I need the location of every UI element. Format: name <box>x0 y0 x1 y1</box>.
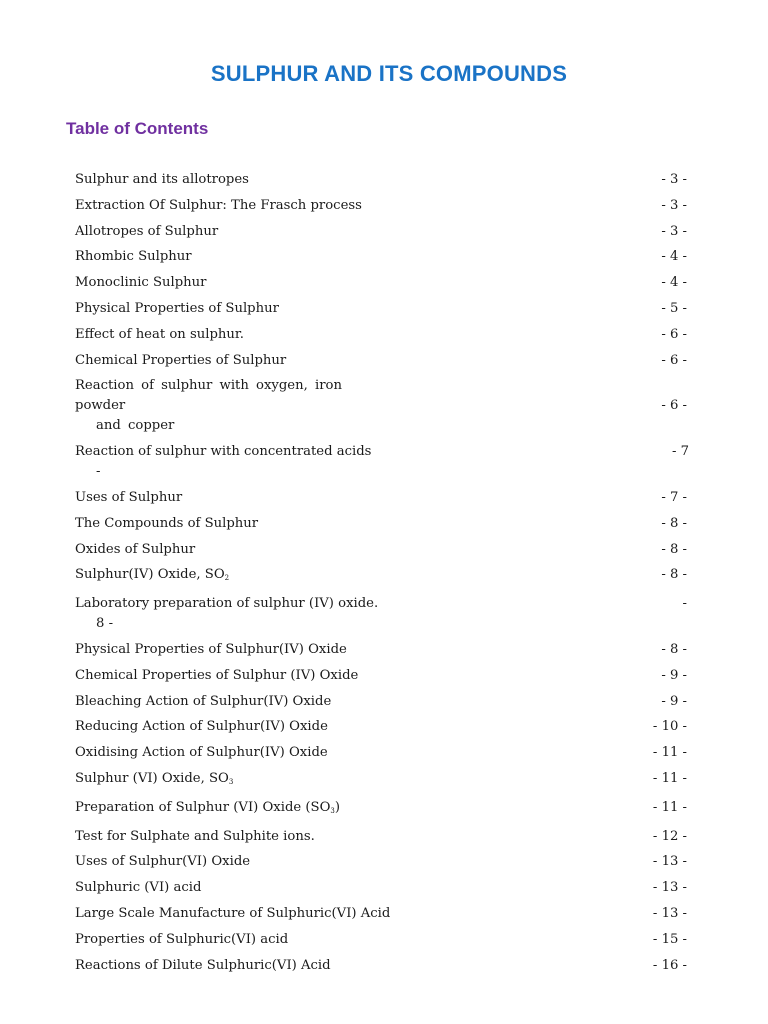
toc-entry[interactable] <box>75 878 687 898</box>
toc-entry-page: - 6 - <box>661 398 687 414</box>
toc-entry[interactable] <box>75 692 687 712</box>
toc-entry[interactable] <box>75 325 687 345</box>
toc-entry-label-subscript: 2 <box>224 574 230 583</box>
toc-entry[interactable] <box>75 488 687 508</box>
toc-entry-label: Sulphur and its allotropes <box>75 172 249 187</box>
toc-entry-label: Sulphuric (VI) acid <box>75 880 202 896</box>
toc-list <box>75 170 687 981</box>
toc-entry[interactable] <box>75 717 687 737</box>
toc-entry-label: Monoclinic Sulphur <box>75 275 207 291</box>
toc-entry-page: - 3 - <box>661 197 687 213</box>
toc-entry-label <box>75 565 687 588</box>
toc-entry-label: Physical Properties of Sulphur(IV) Oxide <box>75 641 347 657</box>
toc-entry-label: Extraction Of Sulphur: The Frasch process <box>75 197 362 213</box>
toc-entry-label: Chemical Properties of Sulphur <box>75 352 287 368</box>
toc-entry[interactable] <box>75 956 687 976</box>
toc-entry[interactable] <box>75 351 687 371</box>
toc-entry-label-text: Sulphur(IV) Oxide, SO <box>75 567 225 583</box>
toc-entry-label: Chemical Properties of Sulphur (IV) Oxide <box>75 667 359 683</box>
toc-entry-page: - 8 - <box>661 641 687 657</box>
toc-entry-page: - 11 - <box>652 770 687 786</box>
toc-entry-page: - 7 <box>671 444 689 460</box>
toc-entry-page: - 9 - <box>661 693 687 709</box>
toc-entry[interactable] <box>75 594 687 634</box>
toc-entry[interactable] <box>75 852 687 872</box>
toc-entry[interactable] <box>75 640 687 660</box>
toc-entry-label: Physical Properties of Sulphur <box>75 300 279 316</box>
document-title: SULPHUR AND ITS COMPOUNDS <box>210 61 568 86</box>
toc-entry-page: - 3 - <box>661 172 687 187</box>
toc-entry-page: - 7 - <box>661 489 687 505</box>
toc-entry-label: Reactions of Dilute Sulphuric(VI) Acid <box>75 957 331 973</box>
toc-entry-label-line1: Reaction of sulphur with oxygen, iron powder <box>75 378 342 414</box>
toc-entry-label-text: Sulphur (VI) Oxide, SO <box>75 770 229 786</box>
toc-entry[interactable] <box>75 565 687 588</box>
toc-entry-label: Reducing Action of Sulphur(IV) Oxide <box>75 719 328 735</box>
toc-entry[interactable] <box>75 769 687 792</box>
toc-entry-label: Uses of Sulphur(VI) Oxide <box>75 854 251 870</box>
toc-entry[interactable] <box>75 170 687 190</box>
toc-heading: Table of Contents <box>66 119 209 138</box>
toc-entry[interactable] <box>75 273 687 293</box>
toc-entry[interactable] <box>75 247 687 267</box>
toc-entry-page: - 13 - <box>652 905 687 921</box>
toc-entry-label-subscript: 3 <box>330 806 335 815</box>
toc-entry-label: Large Scale Manufacture of Sulphuric(VI) Acid <box>75 905 391 921</box>
toc-entry-label: Properties of Sulphuric(VI) acid <box>75 931 289 947</box>
toc-entry-page: - 13 - <box>652 854 687 870</box>
toc-entry[interactable] <box>75 514 687 534</box>
toc-entry-page: - 15 - <box>652 931 687 947</box>
toc-entry-page-tail: - <box>96 464 101 480</box>
toc-entry-label-line2: and copper <box>96 418 175 434</box>
toc-entry-page: - 8 - <box>661 567 687 583</box>
toc-entry-page: - 5 - <box>661 300 687 316</box>
toc-entry-page: - 10 - <box>652 719 687 735</box>
toc-entry-page: - 13 - <box>652 880 687 896</box>
toc-entry-label: Test for Sulphate and Sulphite ions. <box>75 828 315 844</box>
toc-entry-label <box>75 798 687 821</box>
toc-entry-page: - 12 - <box>652 828 687 844</box>
toc-entry[interactable] <box>75 540 687 560</box>
toc-entry-page: - 3 - <box>661 223 687 239</box>
toc-entry[interactable] <box>75 743 687 763</box>
toc-entry[interactable] <box>75 299 687 319</box>
toc-entry[interactable] <box>75 930 687 950</box>
toc-entry[interactable] <box>75 666 687 686</box>
toc-entry-label: Effect of heat on sulphur. <box>75 326 244 342</box>
toc-entry-label: Oxidising Action of Sulphur(IV) Oxide <box>75 745 328 761</box>
toc-entry[interactable] <box>75 376 687 436</box>
toc-entry-page: - 16 - <box>652 957 687 973</box>
toc-entry-page: - 4 - <box>661 275 687 291</box>
toc-entry[interactable] <box>75 196 687 216</box>
toc-entry-label: Laboratory preparation of sulphur (IV) oxide. <box>75 596 379 612</box>
toc-entry[interactable] <box>75 442 687 482</box>
toc-entry-page: - 8 - <box>661 515 687 531</box>
toc-entry[interactable] <box>75 798 687 821</box>
toc-entry-label <box>75 376 395 436</box>
toc-entry-label: Reaction of sulphur with concentrated acids <box>75 444 372 460</box>
toc-entry[interactable] <box>75 904 687 924</box>
toc-entry[interactable] <box>75 222 687 242</box>
toc-entry-label-subscript: 3 <box>228 777 234 786</box>
toc-entry-page: - 11 - <box>652 745 687 761</box>
toc-entry-page: - 8 - <box>661 541 687 557</box>
toc-entry-label: The Compounds of Sulphur <box>75 515 259 531</box>
toc-entry[interactable] <box>75 827 687 847</box>
toc-entry-page: - 11 - <box>652 799 687 815</box>
toc-entry-label: Uses of Sulphur <box>75 489 183 505</box>
toc-entry-label-after: ) <box>334 799 341 815</box>
toc-entry-page: - 9 - <box>661 667 687 683</box>
toc-entry-label: Oxides of Sulphur <box>75 541 196 557</box>
toc-entry-page: - <box>682 596 687 612</box>
toc-entry-label <box>75 769 687 792</box>
toc-entry-label: Rhombic Sulphur <box>75 249 192 265</box>
toc-entry-page: - 6 - <box>661 352 687 368</box>
toc-entry-page: - 6 - <box>661 326 687 342</box>
toc-entry-page-tail: 8 - <box>96 616 114 632</box>
toc-entry-label: Allotropes of Sulphur <box>75 223 219 239</box>
toc-entry-page: - 4 - <box>661 249 687 265</box>
toc-entry-label-text: Preparation of Sulphur (VI) Oxide (SO <box>75 799 331 815</box>
toc-entry-label: Bleaching Action of Sulphur(IV) Oxide <box>75 693 332 709</box>
